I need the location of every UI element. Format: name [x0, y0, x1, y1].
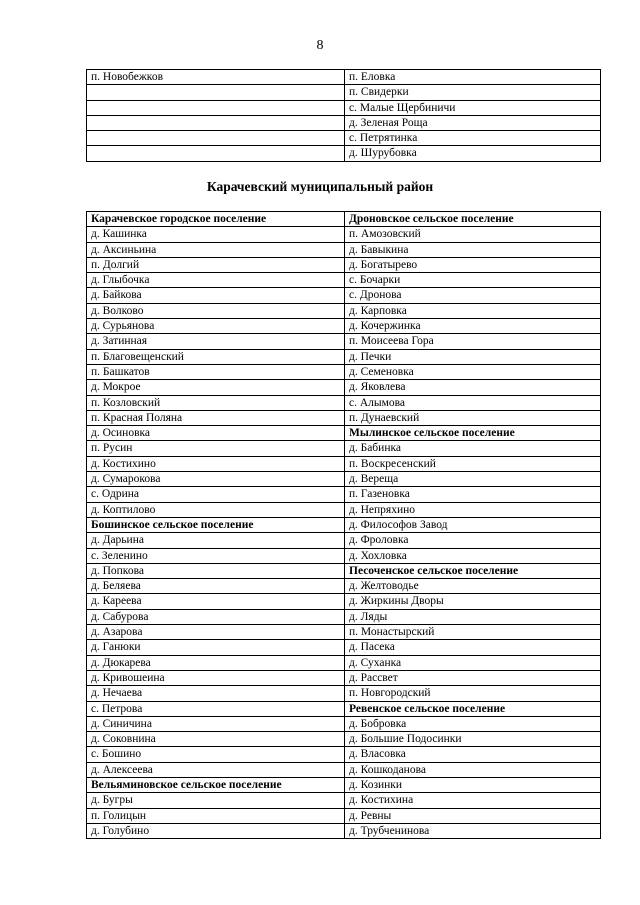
- table-row: [87, 594, 601, 609]
- table-cell-right: д. Кочержинка: [345, 319, 601, 334]
- table-cell-left: д. Голубино: [87, 823, 345, 838]
- page-number: 8: [316, 38, 324, 53]
- table-row: [87, 242, 601, 257]
- table-cell-left: [87, 100, 345, 115]
- table-cell-right: д. Рассвет: [345, 670, 601, 685]
- table-row: [87, 655, 601, 670]
- table-cell-left: п. Голицын: [87, 808, 345, 823]
- table-cell-left: д. Мокрое: [87, 380, 345, 395]
- table-cell-left: д. Ганюки: [87, 640, 345, 655]
- table-row: [87, 533, 601, 548]
- table-cell-left: д. Дарьина: [87, 533, 345, 548]
- table-cell-left: [87, 146, 345, 161]
- table-cell-right: д. Суханка: [345, 655, 601, 670]
- table-cell-left: д. Дюкарева: [87, 655, 345, 670]
- table-cell-right: д. Большие Подосинки: [345, 732, 601, 747]
- table-cell-left: д. Беляева: [87, 579, 345, 594]
- settlements-table-top: [86, 69, 601, 162]
- table-cell-right: д. Пасека: [345, 640, 601, 655]
- table-cell-left: д. Коптилово: [87, 502, 345, 517]
- table-cell-left: п. Красная Поляна: [87, 410, 345, 425]
- table-row: [87, 364, 601, 379]
- table-row: [87, 579, 601, 594]
- table-row: [87, 747, 601, 762]
- table-row: [87, 808, 601, 823]
- table-row: [87, 380, 601, 395]
- table-cell-right: п. Моисеева Гора: [345, 334, 601, 349]
- table-row: [87, 701, 601, 716]
- table-row: [87, 395, 601, 410]
- table-cell-left: д. Глыбочка: [87, 273, 345, 288]
- table-cell-right: д. Кошкоданова: [345, 762, 601, 777]
- table-row: [87, 823, 601, 838]
- table-row: [87, 777, 601, 792]
- table-cell-left: п. Русин: [87, 441, 345, 456]
- table-cell-right: д. Шурубовка: [345, 146, 601, 161]
- table-cell-left: с. Петрова: [87, 701, 345, 716]
- table-row: [87, 686, 601, 701]
- table-cell-left: д. Сабурова: [87, 609, 345, 624]
- table-cell-left: п. Новобежков: [87, 70, 345, 85]
- table-cell-right: д. Бобровка: [345, 716, 601, 731]
- table-row: [87, 426, 601, 441]
- table-row: [87, 273, 601, 288]
- table-cell-right: с. Алымова: [345, 395, 601, 410]
- table-row: [87, 670, 601, 685]
- table-row: [87, 349, 601, 364]
- table-cell-left: Карачевское городское поселение: [87, 212, 345, 227]
- table-row: [87, 227, 601, 242]
- table-cell-left: д. Азарова: [87, 625, 345, 640]
- table-row: [87, 146, 601, 161]
- table-cell-left: д. Затинная: [87, 334, 345, 349]
- table-row: [87, 487, 601, 502]
- table-row: [87, 793, 601, 808]
- table-cell-left: Бошинское сельское поселение: [87, 517, 345, 532]
- table-row: [87, 334, 601, 349]
- table-row: [87, 288, 601, 303]
- table-cell-right: п. Дунаевский: [345, 410, 601, 425]
- table-cell-right: Дроновское сельское поселение: [345, 212, 601, 227]
- table-cell-right: п. Новгородский: [345, 686, 601, 701]
- table-cell-left: д. Байкова: [87, 288, 345, 303]
- table-cell-right: с. Малые Щербиничи: [345, 100, 601, 115]
- table-cell-right: д. Хохловка: [345, 548, 601, 563]
- table-cell-right: д. Бабинка: [345, 441, 601, 456]
- table-cell-right: д. Козинки: [345, 777, 601, 792]
- table-row: [87, 85, 601, 100]
- table-row: [87, 441, 601, 456]
- table-cell-right: с. Бочарки: [345, 273, 601, 288]
- table-cell-right: Песоченское сельское поселение: [345, 563, 601, 578]
- table-cell-left: [87, 85, 345, 100]
- table-cell-left: [87, 115, 345, 130]
- table-cell-right: Мылинское сельское поселение: [345, 426, 601, 441]
- table-cell-right: д. Зеленая Роща: [345, 115, 601, 130]
- table-row: [87, 609, 601, 624]
- table-cell-left: д. Кривошеина: [87, 670, 345, 685]
- table-cell-right: д. Костихина: [345, 793, 601, 808]
- settlements-table-main: [86, 211, 601, 839]
- table-row: [87, 456, 601, 471]
- table-cell-right: д. Философов Завод: [345, 517, 601, 532]
- table-cell-left: с. Одрина: [87, 487, 345, 502]
- table-row: [87, 212, 601, 227]
- table-cell-left: [87, 131, 345, 146]
- table-cell-right: д. Фроловка: [345, 533, 601, 548]
- table-row: [87, 548, 601, 563]
- table-cell-right: д. Трубченинова: [345, 823, 601, 838]
- table-cell-right: д. Ревны: [345, 808, 601, 823]
- table-cell-left: д. Сумарокова: [87, 472, 345, 487]
- table-row: [87, 502, 601, 517]
- table-row: [87, 762, 601, 777]
- table-cell-right: с. Петрятинка: [345, 131, 601, 146]
- table-cell-left: Вельяминовское сельское поселение: [87, 777, 345, 792]
- table-cell-right: п. Амозовский: [345, 227, 601, 242]
- table-row: [87, 131, 601, 146]
- table-cell-right: д. Непряхино: [345, 502, 601, 517]
- table-cell-right: д. Власовка: [345, 747, 601, 762]
- table-cell-left: п. Долгий: [87, 257, 345, 272]
- table-cell-right: д. Жиркины Дворы: [345, 594, 601, 609]
- table-row: [87, 563, 601, 578]
- table-cell-left: п. Башкатов: [87, 364, 345, 379]
- table-cell-right: п. Свидерки: [345, 85, 601, 100]
- table-cell-left: д. Сурьянова: [87, 319, 345, 334]
- table-cell-left: д. Алексеева: [87, 762, 345, 777]
- table-cell-left: д. Попкова: [87, 563, 345, 578]
- table-cell-left: д. Кашинка: [87, 227, 345, 242]
- table-row: [87, 625, 601, 640]
- table-cell-left: д. Осиновка: [87, 426, 345, 441]
- table-cell-left: д. Соковнина: [87, 732, 345, 747]
- table-cell-right: п. Монастырский: [345, 625, 601, 640]
- table-row: [87, 303, 601, 318]
- table-cell-left: д. Бугры: [87, 793, 345, 808]
- table-row: [87, 115, 601, 130]
- table-row: [87, 257, 601, 272]
- table-row: [87, 517, 601, 532]
- table-cell-right: д. Семеновка: [345, 364, 601, 379]
- table-cell-left: с. Зеленино: [87, 548, 345, 563]
- table-cell-right: д. Богатырево: [345, 257, 601, 272]
- section-title: Карачевский муниципальный район: [206, 179, 434, 194]
- table-cell-right: д. Карповка: [345, 303, 601, 318]
- table-cell-left: д. Синичина: [87, 716, 345, 731]
- table-row: [87, 640, 601, 655]
- table-row: [87, 472, 601, 487]
- table-cell-right: Ревенское сельское поселение: [345, 701, 601, 716]
- table-cell-right: д. Яковлева: [345, 380, 601, 395]
- table-row: [87, 70, 601, 85]
- table-cell-right: п. Еловка: [345, 70, 601, 85]
- table-cell-right: д. Ляды: [345, 609, 601, 624]
- table-cell-right: п. Воскресенский: [345, 456, 601, 471]
- table-row: [87, 100, 601, 115]
- table-cell-left: п. Козловский: [87, 395, 345, 410]
- table-cell-right: д. Бавыкина: [345, 242, 601, 257]
- table-cell-left: п. Благовещенский: [87, 349, 345, 364]
- table-cell-left: д. Волково: [87, 303, 345, 318]
- table-cell-left: д. Костихино: [87, 456, 345, 471]
- table-cell-right: д. Желтоводье: [345, 579, 601, 594]
- table-cell-right: д. Печки: [345, 349, 601, 364]
- table-cell-right: п. Газеновка: [345, 487, 601, 502]
- table-row: [87, 716, 601, 731]
- table-cell-right: с. Дронова: [345, 288, 601, 303]
- table-row: [87, 319, 601, 334]
- table-cell-left: д. Кареева: [87, 594, 345, 609]
- table-cell-left: д. Нечаева: [87, 686, 345, 701]
- table-cell-left: д. Аксиньина: [87, 242, 345, 257]
- table-cell-left: с. Бошино: [87, 747, 345, 762]
- table-cell-right: д. Вереща: [345, 472, 601, 487]
- table-row: [87, 732, 601, 747]
- table-row: [87, 410, 601, 425]
